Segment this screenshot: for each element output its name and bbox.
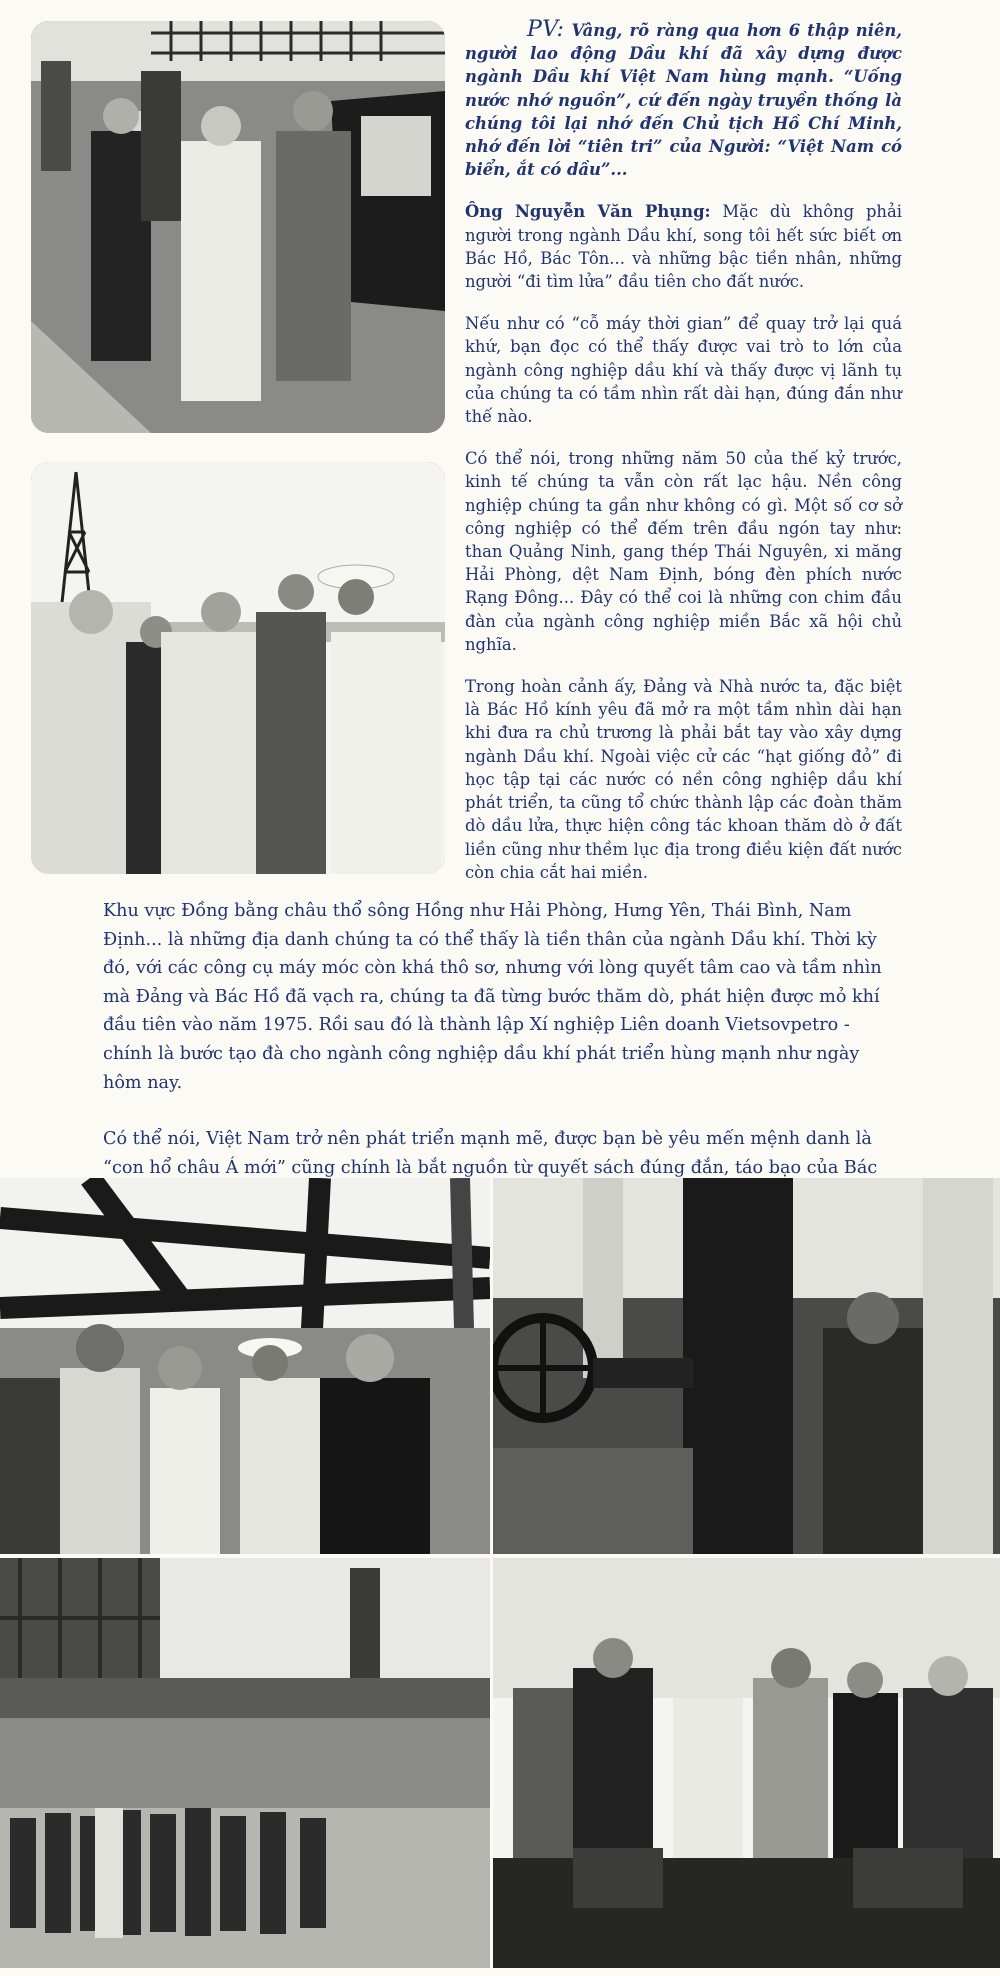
photo-delegation-at-plant [0, 1558, 490, 1968]
answer-paragraph-1 [465, 200, 902, 293]
speaker-name: Ông Nguyễn Văn Phụng: [465, 202, 711, 222]
question-text: Vâng, rõ ràng qua hơn 6 thập niên, người lao động Dầu khí đã xây dựng được ngành Dầu khí Việt Nam hùng mạnh. “Uống nước nhớ nguồn”, cứ đến ngày truyền thống là chúng tôi lại nhớ đến Chủ tịch Hồ Chí Minh, nhớ đến lời “tiên tri” của Người: “Việt Nam có biển, ắt có dầu”... [465, 21, 902, 180]
photo-signing-ceremony [493, 1558, 1000, 1968]
body-paragraph-1: Khu vực Đồng bằng châu thổ sông Hồng như Hải Phòng, Hưng Yên, Thái Bình, Nam Định... là những địa danh chúng ta có thể thấy là tiền thân của ngành Dầu khí. Thời kỳ đó, với các công cụ máy móc còn khá thô sơ, nhưng với lòng quyết tâm cao và tầm nhìn mà Đảng và Bác Hồ đã vạch ra, chúng ta đã từng bước thăm dò, phát hiện được mỏ khí đầu tiên vào năm 1975. Rồi sau đó là thành lập Xí nghiệp Liên doanh Vietsovpetro - chính là bước tạo đà cho ngành công nghiệp dầu khí phát triển hùng mạnh như ngày hôm nay. [103, 901, 882, 1093]
answer-paragraph-4: Trong hoàn cảnh ấy, Đảng và Nhà nước ta, đặc biệt là Bác Hồ kính yêu đã mở ra một tầm nhìn dài hạn khi đưa ra chủ trương là phải bắt tay vào xây dựng ngành Dầu khí. Ngoài việc cử các “hạt giống đỏ” đi học tập tại các nước có nền công nghiệp dầu khí phát triển, ta cũng tổ chức thành lập các đoàn thăm dò dầu lửa, thực hiện công tác khoan thăm dò ở đất liền cũng như thềm lục địa trong điều kiện đất nước còn chia cắt hai miền. [465, 677, 902, 882]
answer-text-1: Mặc dù không phải người trong ngành Dầu khí, song tôi hết sức biết ơn Bác Hồ, Bác Tôn... và những bậc tiền nhân, những người “đi tìm lửa” đầu tiên cho đất nước. [465, 202, 903, 292]
interview-column [465, 18, 902, 903]
photo-group-under-structure [0, 1178, 490, 1554]
interviewer-question [465, 18, 902, 181]
body-paragraph-2: Có thể nói, Việt Nam trở nên phát triển mạnh mẽ, được bạn bè yêu mến mệnh danh là “con hổ châu Á mới” cũng chính là bắt nguồn từ quyết sách đúng đắn, táo bạo của Bác [103, 1129, 878, 1178]
answer-paragraph-2: Nếu như có “cỗ máy thời gian” để quay trở lại quá khứ, bạn đọc có thể thấy được vai trò to lớn của ngành công nghiệp dầu khí và thấy được vị lãnh tụ của chúng ta có tầm nhìn rất dài hạn, đúng đắn như thế nào. [465, 314, 902, 427]
photo-walking-group [31, 21, 445, 433]
photo-valve-wheel [493, 1178, 1000, 1554]
interviewer-label: PV: [527, 17, 565, 42]
answer-paragraph-3: Có thể nói, trong những năm 50 của thế kỷ trước, kinh tế chúng ta vẫn còn rất lạc hậu. Nền công nghiệp chúng ta gần như không có gì. Một số cơ sở công nghiệp có thể đếm trên đầu ngón tay như: than Quảng Ninh, gang thép Thái Nguyên, xi măng Hải Phòng, dệt Nam Định, bóng đèn phích nước Rạng Đông... Đây có thể coi là những con chim đầu đàn của ngành công nghiệp miền Bắc xã hội chủ nghĩa. [465, 449, 902, 654]
photo-oil-field-group [31, 462, 445, 874]
